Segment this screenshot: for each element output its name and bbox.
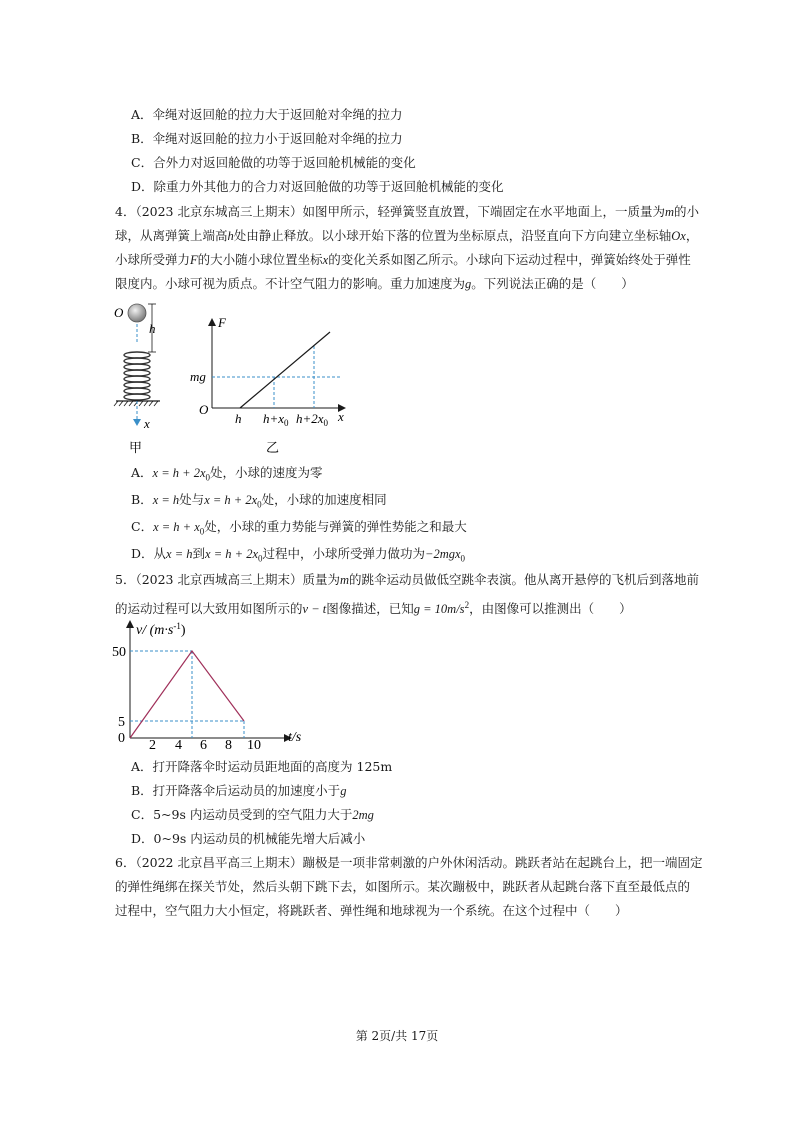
ball-icon bbox=[128, 304, 146, 322]
vt-line bbox=[130, 651, 244, 738]
q5-option-d: D．0~9s 内运动员的机械能先增大后减小 bbox=[131, 831, 366, 846]
q4-stem-line3: 小球所受弹力F的大小随小球位置坐标x的变化关系如图乙所示。小球向下运动过程中，弹簧始终处于弹性 bbox=[115, 252, 691, 267]
fig-left-x-label: x bbox=[144, 416, 150, 431]
fig-left-caption: 甲 bbox=[129, 441, 143, 456]
vt-xlabel: t/s bbox=[288, 730, 302, 745]
q4-option-c: C．$x = h + x_0$处，小球的重力势能与弹簧的弹性势能之和最大 bbox=[131, 519, 467, 537]
q4-option-a: A．$x = h + 2x_0$处，小球的速度为零 bbox=[131, 465, 323, 483]
q3-option-d: D．除重力外其他力的合力对返回舱做的功等于返回舱机械能的变化 bbox=[131, 179, 504, 194]
y-axis-arrow-icon bbox=[126, 620, 134, 628]
q5-option-b: B．打开降落伞后运动员的加速度小于g bbox=[131, 783, 347, 798]
q5-stem-line2: 的运动过程可以大致用如图所示的v − t图像描述，已知$g = 10m/s^2$，由图像可以推测出（ ） bbox=[115, 600, 632, 617]
spring-icon bbox=[124, 352, 150, 400]
page-footer: 第 2页/共 17页 bbox=[355, 1029, 439, 1043]
q4-stem-line4: 限度内。小球可视为质点。不计空气阻力的影响。重力加速度为g。下列说法正确的是（ ） bbox=[115, 276, 634, 291]
q3-option-a: A．伞绳对返回舱的拉力大于返回舱对伞绳的拉力 bbox=[131, 107, 403, 122]
q4-option-d: D．从x = h到$x = h + 2x_0$过程中，小球所受弹力做功为−2mgx$_0$ bbox=[131, 546, 466, 564]
q6-stem-line2: 的弹性绳绑在探关节处，然后头朝下跳下去，如图所示。某次蹦极中，跳跃者从起跳台落下直至最低点的 bbox=[115, 879, 691, 894]
vt-tick-y50: 50 bbox=[112, 645, 126, 660]
fig-right-mg-label: mg bbox=[190, 369, 206, 384]
vt-ylabel: v/ $(m\cdot s^{-1})$ bbox=[136, 621, 186, 638]
vt-tick-x4: 4 bbox=[175, 738, 182, 753]
q4-figure-spring bbox=[108, 300, 188, 460]
force-line bbox=[240, 332, 330, 408]
fig-right-caption: 乙 bbox=[266, 441, 280, 456]
q6-stem-line3: 过程中，空气阻力大小恒定，将跳跃者、弹性绳和地球视为一个系统。在这个过程中（ ） bbox=[115, 903, 628, 918]
q5-vt-graph bbox=[112, 618, 312, 753]
q5-option-c: C．5~9s 内运动员受到的空气阻力大于2mg bbox=[131, 807, 374, 822]
vt-tick-x2: 2 bbox=[149, 738, 156, 753]
ground-hatch bbox=[114, 401, 158, 406]
fig-right-h-label: h bbox=[235, 411, 242, 426]
fig-right-hx0-label: $h+x_0$ bbox=[263, 411, 289, 428]
fig-right-origin-label: O bbox=[199, 402, 209, 417]
q4-option-b: B．x = h处与$x = h + 2x_0$处，小球的加速度相同 bbox=[131, 492, 387, 510]
q5-option-a: A．打开降落伞时运动员距地面的高度为 125m bbox=[131, 759, 393, 774]
q4-stem-line2: 球，从离弹簧上端高h处由静止释放。以小球开始下落的位置为坐标原点，沿竖直向下方向建立坐标轴Ox， bbox=[115, 228, 699, 243]
q5-stem-line1: 5．（2023 北京西城高三上期末）质量为m的跳伞运动员做低空跳伞表演。他从离开悬停的飞机后到落地前 bbox=[115, 572, 700, 587]
fig-right-x-label: x bbox=[338, 409, 344, 424]
q3-option-c: C．合外力对返回舱做的功等于返回舱机械能的变化 bbox=[131, 155, 416, 170]
q3-option-b: B．伞绳对返回舱的拉力小于返回舱对伞绳的拉力 bbox=[131, 131, 403, 146]
vt-tick-x10: 10 bbox=[247, 738, 261, 753]
fig-right-h2x0-label: $h+2x_0$ bbox=[296, 411, 329, 428]
fig-right-f-label: F bbox=[218, 315, 226, 330]
vt-tick-x8: 8 bbox=[225, 738, 232, 753]
q6-stem-line1: 6．（2022 北京昌平高三上期末）蹦极是一项非常刺激的户外休闲活动。跳跃者站在起跳台上，把一端固定 bbox=[115, 855, 703, 870]
x-axis-arrow-icon bbox=[133, 419, 141, 426]
q4-figure-force-graph bbox=[190, 312, 360, 462]
y-axis-arrow-icon bbox=[208, 318, 216, 326]
vt-tick-y5: 5 bbox=[118, 715, 125, 730]
vt-origin: 0 bbox=[118, 731, 125, 746]
vt-tick-x6: 6 bbox=[200, 738, 207, 753]
fig-left-h-label: h bbox=[149, 321, 156, 336]
fig-left-origin-label: O bbox=[114, 305, 124, 320]
q4-stem-line1: 4．（2023 北京东城高三上期末）如图甲所示，轻弹簧竖直放置，下端固定在水平地面上，一质量为m的小 bbox=[115, 204, 700, 219]
